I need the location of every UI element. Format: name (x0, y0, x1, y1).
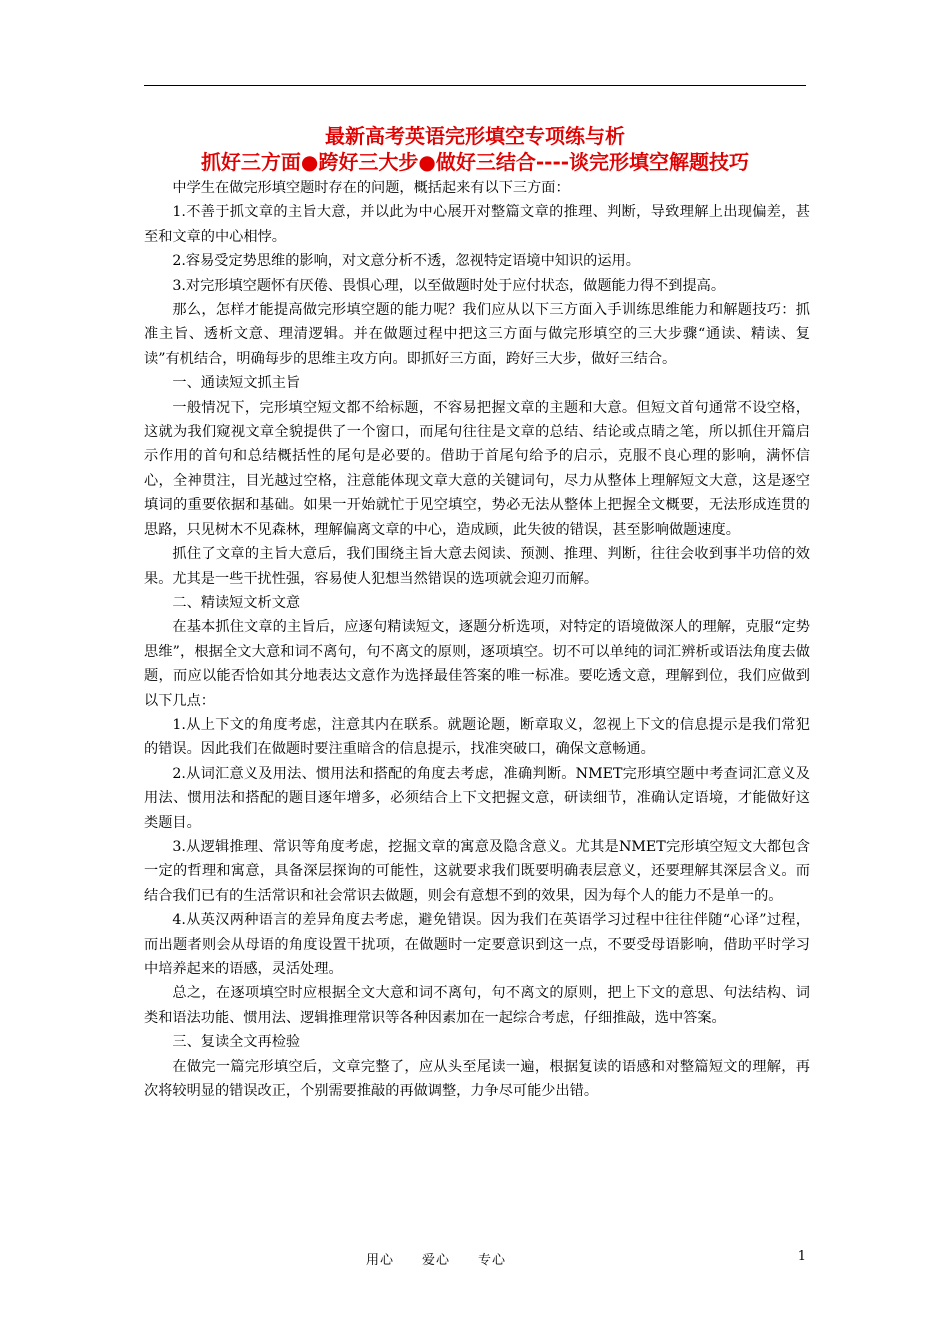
paragraph: 2.容易受定势思维的影响，对文意分析不透，忽视特定语境中知识的运用。 (172, 253, 640, 270)
paragraph: 1.不善于抓文章的主旨大意，并以此为中心展开对整篇文章的推理、判断，导致理解上出现偏差，甚至和文章的中心相悖。 (144, 204, 810, 245)
section-heading: 三、复读全文再检验 (172, 1034, 301, 1051)
paragraph: 那么，怎样才能提高做完形填空题的能力呢？我们应从以下三方面入手训练思维能力和解题技巧：抓准主旨、透析文意、理清逻辑。并在做题过程中把这三方面与做完形填空的三大步骤“通读、精读、复读”有机结合，明确每步的思维主攻方向。即抓好三方面，跨好三大步，做好三结合。 (144, 302, 810, 367)
section-heading: 一、通读短文抓主旨 (172, 375, 301, 392)
document-title: 最新高考英语完形填空专项练与析 (325, 124, 625, 148)
paragraph: 一般情况下，完形填空短文都不给标题，不容易把握文章的主题和大意。但短文首句通常不设空格，这就为我们窥视文章全貌提供了一个窗口，而尾句往往是文章的总结、结论或点睛之笔，所以抓住开篇启示作用的首句和总结概括性的尾句是必要的。借助于首尾句给予的启示，克服不良心理的影响，满怀信心，全神贯注，目光越过空格，注意能体现文章大意的关键词句，尽力从整体上理解短文大意，这是逐空填词的重要依据和基础。如果一开始就忙于见空填空，势必无法从整体上把握全文概要，无法形成连贯的思路，只见树木不见森林，理解偏离文章的中心，造成顾，此失彼的错误，甚至影响做题速度。 (144, 399, 810, 538)
document-subtitle: 抓好三方面●跨好三大步●做好三结合----谈完形填空解题技巧 (200, 150, 750, 174)
paragraph: 总之，在逐项填空时应根据全文大意和词不离句，句不离文的原则，把上下文的意思、句法结构、词类和语法功能、惯用法、逻辑推理常识等各种因素加在一起综合考虑，仔细推敲，选中答案。 (144, 985, 810, 1026)
paragraph: 3.从逻辑推理、常识等角度考虑，挖掘文章的寓意及隐含意义。尤其是NMET完形填空短文大都包含一定的哲理和寓意，具备深层探询的可能性，这就要求我们既要明确表层意义，还要理解其深层含义。而结合我们已有的生活常识和社会常识去做题，则会有意想不到的效果，因为每个人的能力不是单一的。 (144, 838, 810, 904)
paragraph: 2.从词汇意义及用法、惯用法和搭配的角度去考虑，准确判断。NMET完形填空题中考查词汇意义及用法、惯用法和搭配的题目逐年增多，必须结合上下文把握文意，研读细节，准确认定语境，才能做好这类题目。 (144, 765, 810, 831)
paragraph: 1.从上下文的角度考虑，注意其内在联系。就题论题，断章取义，忽视上下文的信息提示是我们常犯的错误。因此我们在做题时要注重暗含的信息提示，找准突破口，确保文意畅通。 (144, 716, 810, 758)
page-number: 1 (797, 1249, 806, 1264)
paragraph: 抓住了文章的主旨大意后，我们围绕主旨大意去阅读、预测、推理、判断，往往会收到事半功倍的效果。尤其是一些干扰性强，容易使人犯想当然错误的选项就会迎刃而解。 (144, 546, 810, 587)
paragraph: 4.从英汉两种语言的差异角度去考虑，避免错误。因为我们在英语学习过程中往往伴随“心译”过程，而出题者则会从母语的角度设置干扰项，在做题时一定要意识到这一点，不要受母语影响，借助平时学习中培养起来的语感，灵活处理。 (144, 912, 810, 977)
paragraph: 在做完一篇完形填空后，文章完整了，应从头至尾读一遍，根据复读的语感和对整篇短文的理解，再次将较明显的错误改正，个别需要推敲的再做调整，力争尽可能少出错。 (144, 1058, 810, 1100)
paragraph: 3.对完形填空题怀有厌倦、畏惧心理，以至做题时处于应付状态，做题能力得不到提高。 (172, 277, 726, 294)
page-footer (144, 1249, 806, 1269)
document-body (144, 176, 810, 1103)
footer-motto: 用心 爱心 专心 (366, 1253, 507, 1268)
paragraph: 中学生在做完形填空题时存在的问题，概括起来有以下三方面： (172, 180, 570, 196)
section-heading: 二、精读短文析文意 (172, 594, 301, 611)
header-rule (144, 85, 806, 86)
paragraph: 在基本抓住文章的主旨后，应逐句精读短文，逐题分析选项，对特定的语境做深人的理解，克服“定势思维”，根据全文大意和词不离句，句不离文的原则，逐项填空。切不可以单纯的词汇辨析或语法角度去做题，而应以能否恰如其分地表达文意作为选择最佳答案的唯一标准。要吃透文意，理解到位，我们应做到以下几点： (144, 619, 810, 709)
